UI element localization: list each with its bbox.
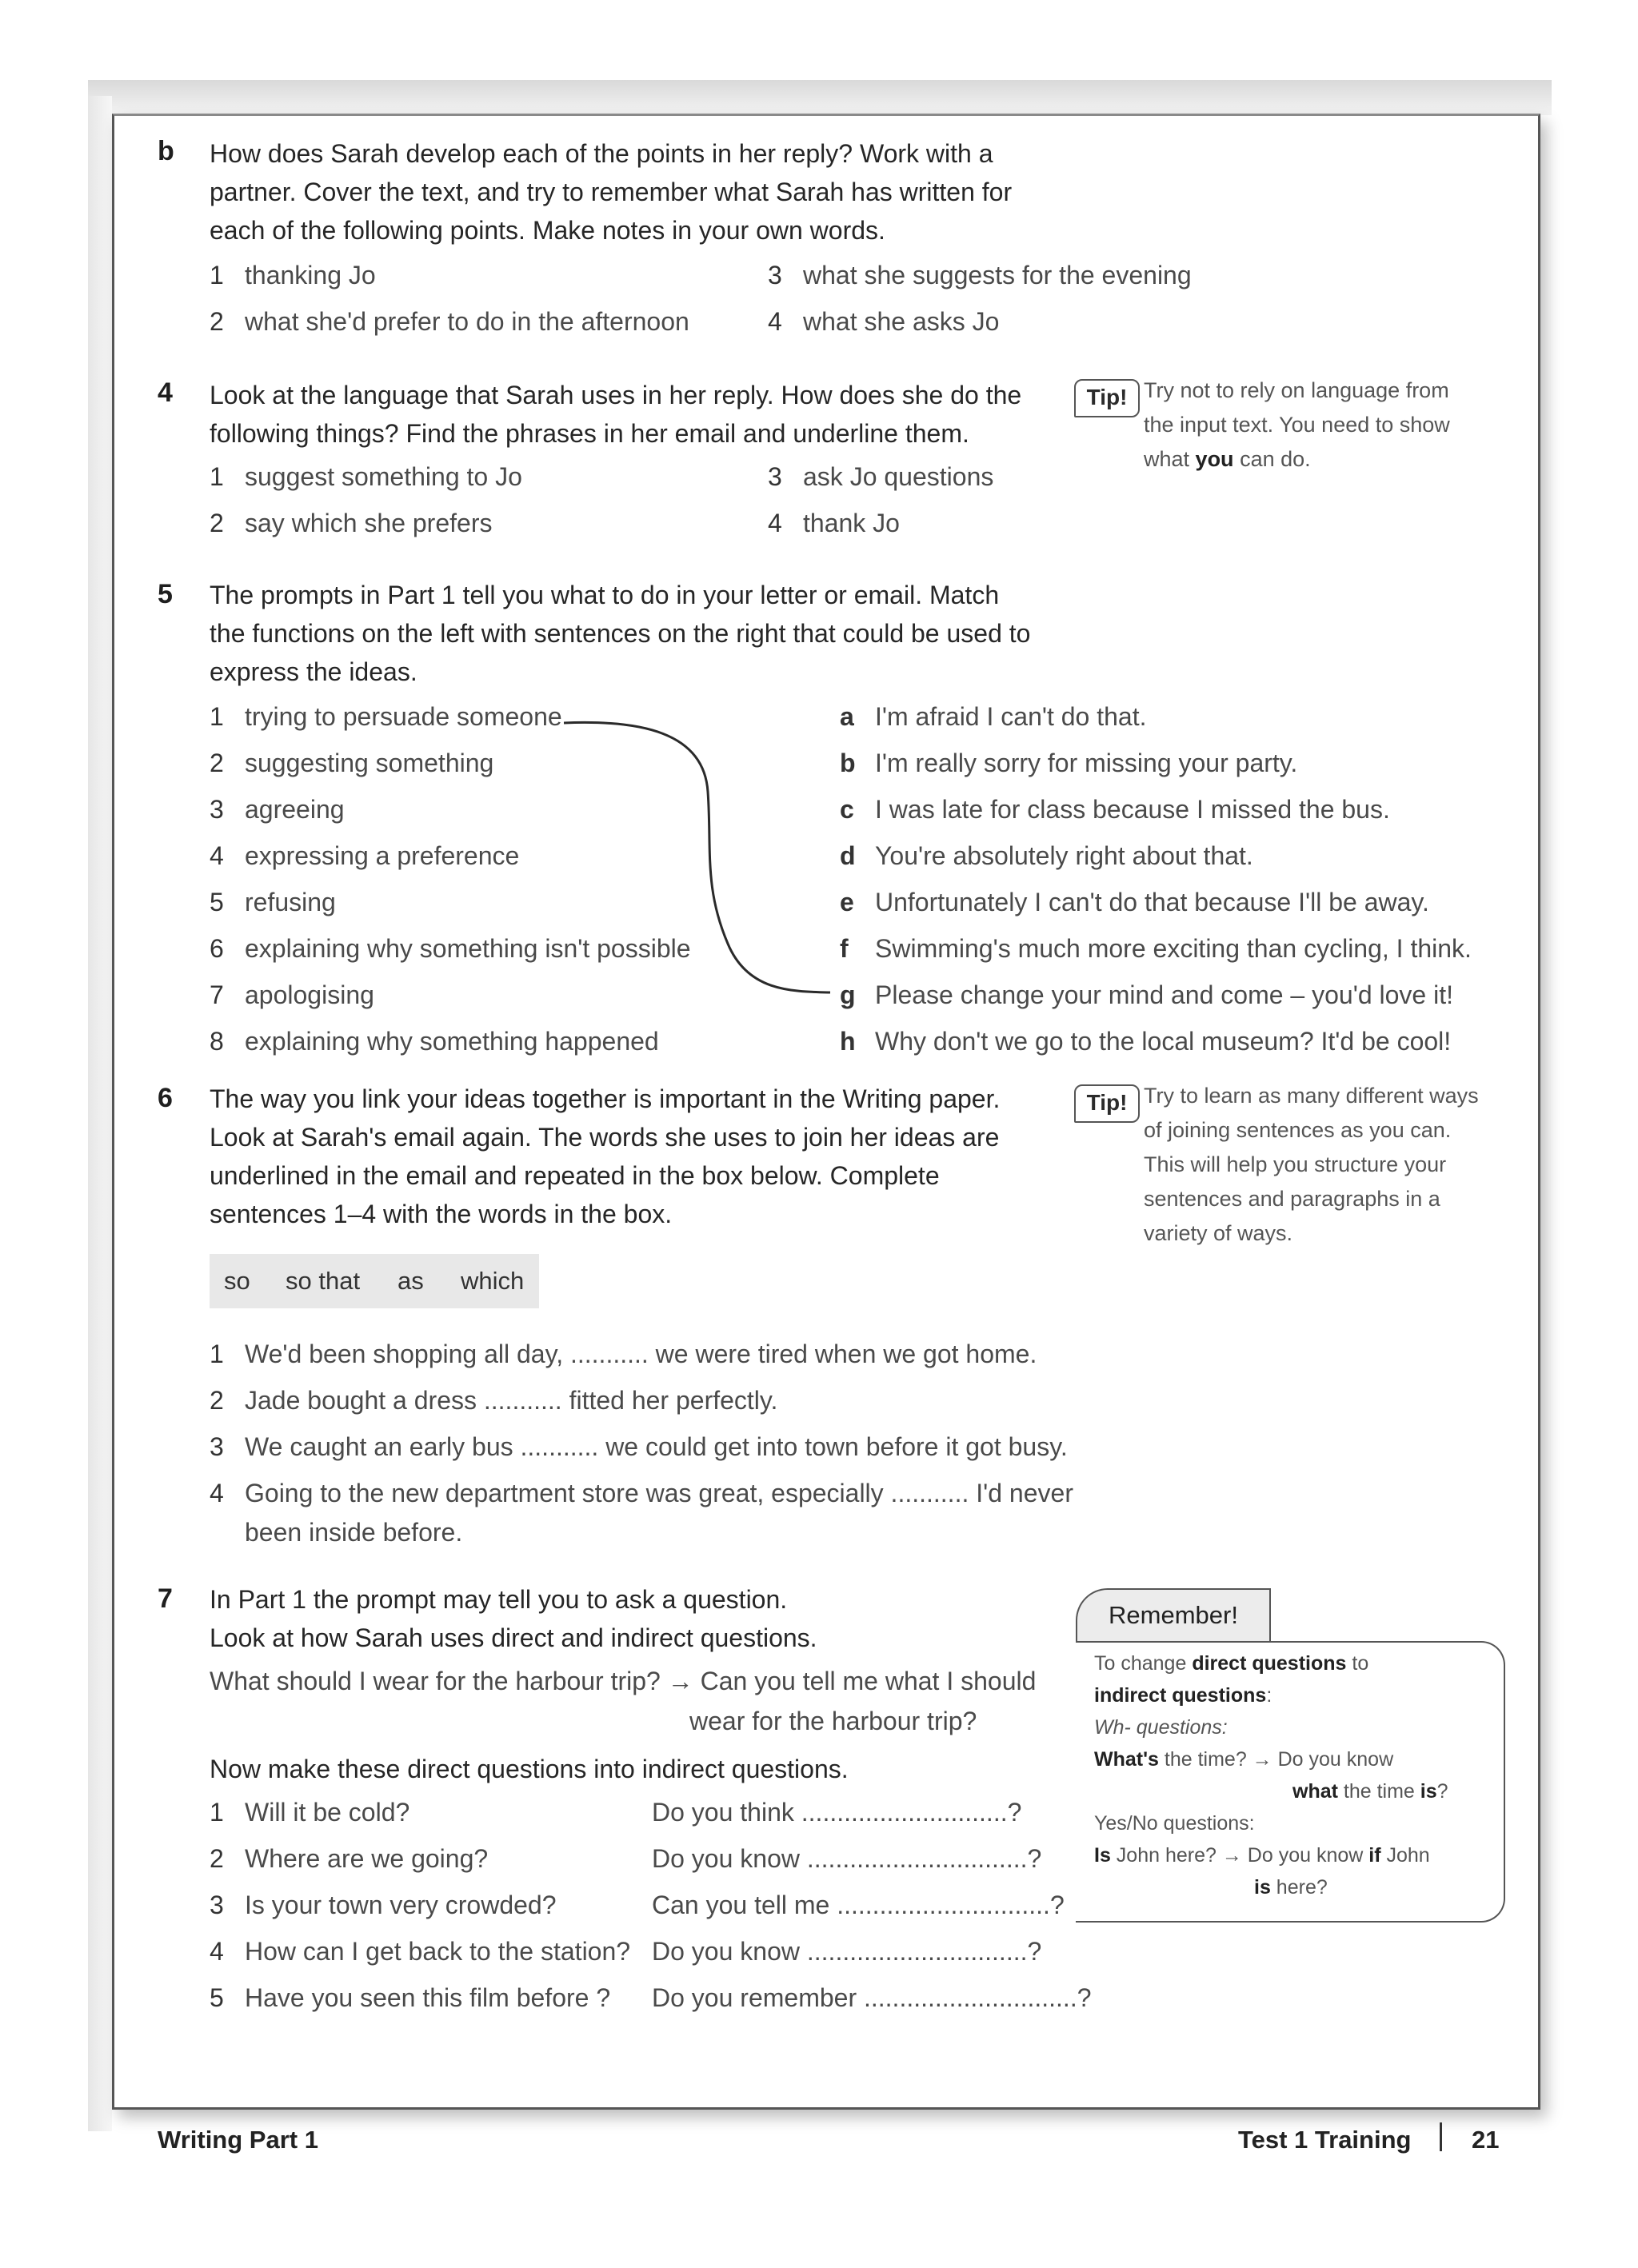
remember-line: To change direct questions to xyxy=(1094,1652,1369,1675)
question-item: 4 How can I get back to the station? xyxy=(210,1937,631,1966)
instruction-line: sentences 1–4 with the words in the box. xyxy=(210,1200,673,1228)
sentence-item: 3 We caught an early bus ........... we could get into town before it got busy. xyxy=(210,1432,1068,1461)
list-item: 2 say which she prefers xyxy=(210,509,493,537)
tip-line: the input text. You need to show xyxy=(1144,413,1450,437)
instruction-line: The way you link your ideas together is important in the Writing paper. xyxy=(210,1084,1001,1113)
answer-prompt: Can you tell me ..............................? xyxy=(652,1891,1065,1919)
list-item: 4 what she asks Jo xyxy=(768,307,1000,336)
match-left-item: 2 suggesting something xyxy=(210,749,494,777)
match-right-item: a I'm afraid I can't do that. xyxy=(840,702,1147,731)
footer-test-label: Test 1 Training xyxy=(1238,2126,1412,2154)
tip-line: This will help you structure your xyxy=(1144,1152,1447,1176)
remember-line: Wh- questions: xyxy=(1094,1716,1228,1739)
footer-section-label: Writing Part 1 xyxy=(158,2126,318,2154)
word-box-word: so xyxy=(224,1267,250,1295)
instruction-line: partner. Cover the text, and try to remember what Sarah has written for xyxy=(210,178,1013,206)
question-7-subinstruction: Now make these direct questions into indirect questions. xyxy=(210,1755,849,1783)
instruction-line: express the ideas. xyxy=(210,657,417,686)
remember-tab: Remember! xyxy=(1076,1588,1271,1643)
word-box xyxy=(210,1254,539,1308)
match-right-item: h Why don't we go to the local museum? It'd be cool! xyxy=(840,1027,1452,1056)
answer-prompt: Do you think .............................? xyxy=(652,1798,1022,1827)
tip-text xyxy=(1144,1079,1479,1251)
match-right-item: f Swimming's much more exciting than cycling, I think. xyxy=(840,934,1472,963)
remember-line: Yes/No questions: xyxy=(1094,1812,1255,1835)
list-item: 2 what she'd prefer to do in the afternoon xyxy=(210,307,689,336)
question-item: 3 Is your town very crowded? xyxy=(210,1891,557,1919)
match-left-item: 1 trying to persuade someone xyxy=(210,702,562,731)
remember-text xyxy=(1094,1647,1448,1903)
word-box-word: which xyxy=(461,1267,525,1295)
tip-badge: Tip! xyxy=(1074,379,1140,417)
list-item: 3 what she suggests for the evening xyxy=(768,261,1192,289)
question-6-number: 6 xyxy=(158,1083,173,1113)
tip-line: of joining sentences as you can. xyxy=(1144,1118,1452,1142)
match-left-item: 3 agreeing xyxy=(210,795,345,824)
sentence-item: 2 Jade bought a dress ........... fitted her perfectly. xyxy=(210,1386,778,1415)
instruction-line: In Part 1 the prompt may tell you to ask a question. xyxy=(210,1585,788,1614)
tip-line: sentences and paragraphs in a xyxy=(1144,1187,1440,1211)
instruction-line: How does Sarah develop each of the points in her reply? Work with a xyxy=(210,139,993,168)
match-left-item: 8 explaining why something happened xyxy=(210,1027,659,1056)
instruction-line: following things? Find the phrases in her email and underline them. xyxy=(210,419,969,448)
instruction-line: The prompts in Part 1 tell you what to do in your letter or email. Match xyxy=(210,581,1000,609)
remember-line: What's the time? → Do you know xyxy=(1094,1748,1394,1771)
match-left-item: 4 expressing a preference xyxy=(210,841,520,870)
match-right-item: c I was late for class because I missed the bus. xyxy=(840,795,1390,824)
word-box-word: so that xyxy=(286,1267,361,1295)
answer-prompt: Do you know ...............................? xyxy=(652,1844,1042,1873)
sentence-item: 1 We'd been shopping all day, ........... we were tired when we got home. xyxy=(210,1340,1037,1368)
question-7-instruction xyxy=(210,1580,817,1657)
instruction-line: Look at Sarah's email again. The words she uses to join her ideas are xyxy=(210,1123,1000,1152)
sentence-item: 4 Going to the new department store was great, especially ........... I'd never xyxy=(210,1479,1073,1507)
match-right-item: e Unfortunately I can't do that because I'll be away. xyxy=(840,888,1429,916)
list-item: 1 thanking Jo xyxy=(210,261,376,289)
instruction-line: Look at how Sarah uses direct and indirect questions. xyxy=(210,1623,817,1652)
remember-line: is here? xyxy=(1254,1876,1328,1899)
footer-divider xyxy=(1440,2122,1442,2151)
question-item: 1 Will it be cold? xyxy=(210,1798,410,1827)
tip-badge: Tip! xyxy=(1074,1084,1140,1123)
match-right-item: b I'm really sorry for missing your party. xyxy=(840,749,1298,777)
remember-line: what the time is? xyxy=(1292,1780,1448,1803)
question-5-number: 5 xyxy=(158,579,173,609)
question-7-number: 7 xyxy=(158,1583,173,1614)
answer-prompt: Do you know ...............................? xyxy=(652,1937,1042,1966)
page-number: 21 xyxy=(1472,2126,1500,2154)
instruction-line: underlined in the email and repeated in the box below. Complete xyxy=(210,1161,940,1190)
list-item: 1 suggest something to Jo xyxy=(210,462,522,491)
instruction-line: Look at the language that Sarah uses in her reply. How does she do the xyxy=(210,381,1022,409)
match-left-item: 7 apologising xyxy=(210,980,374,1009)
remember-line: Is John here? → Do you know if John xyxy=(1094,1844,1430,1867)
answer-prompt: Do you remember ..............................? xyxy=(652,1983,1092,2012)
match-right-item: g Please change your mind and come – you'd love it! xyxy=(840,980,1453,1009)
question-item: 2 Where are we going? xyxy=(210,1844,489,1873)
tip-line: Try to learn as many different ways xyxy=(1144,1084,1479,1108)
list-item: 4 thank Jo xyxy=(768,509,900,537)
question-6-instruction xyxy=(210,1080,1000,1233)
instruction-line: the functions on the left with sentences on the right that could be used to xyxy=(210,619,1031,648)
tip-line: what you can do. xyxy=(1144,447,1311,471)
example-line: wear for the harbour trip? xyxy=(689,1707,977,1735)
match-left-item: 5 refusing xyxy=(210,888,336,916)
tip-line: Try not to rely on language from xyxy=(1144,378,1449,402)
match-right-item: d You're absolutely right about that. xyxy=(840,841,1253,870)
word-box-word: as xyxy=(398,1267,424,1295)
match-left-item: 6 explaining why something isn't possible xyxy=(210,934,691,963)
list-item: 3 ask Jo questions xyxy=(768,462,994,491)
question-item: 5 Have you seen this film before ? xyxy=(210,1983,611,2012)
question-4-number: 4 xyxy=(158,377,173,408)
tip-line: variety of ways. xyxy=(1144,1221,1293,1245)
instruction-line: each of the following points. Make notes in your own words. xyxy=(210,216,885,245)
sentence-continuation: been inside before. xyxy=(245,1518,463,1547)
example-line: What should I wear for the harbour trip? → Can you tell me what I should xyxy=(210,1667,1037,1695)
remember-line: indirect questions: xyxy=(1094,1684,1272,1707)
question-b-number: b xyxy=(158,136,174,166)
